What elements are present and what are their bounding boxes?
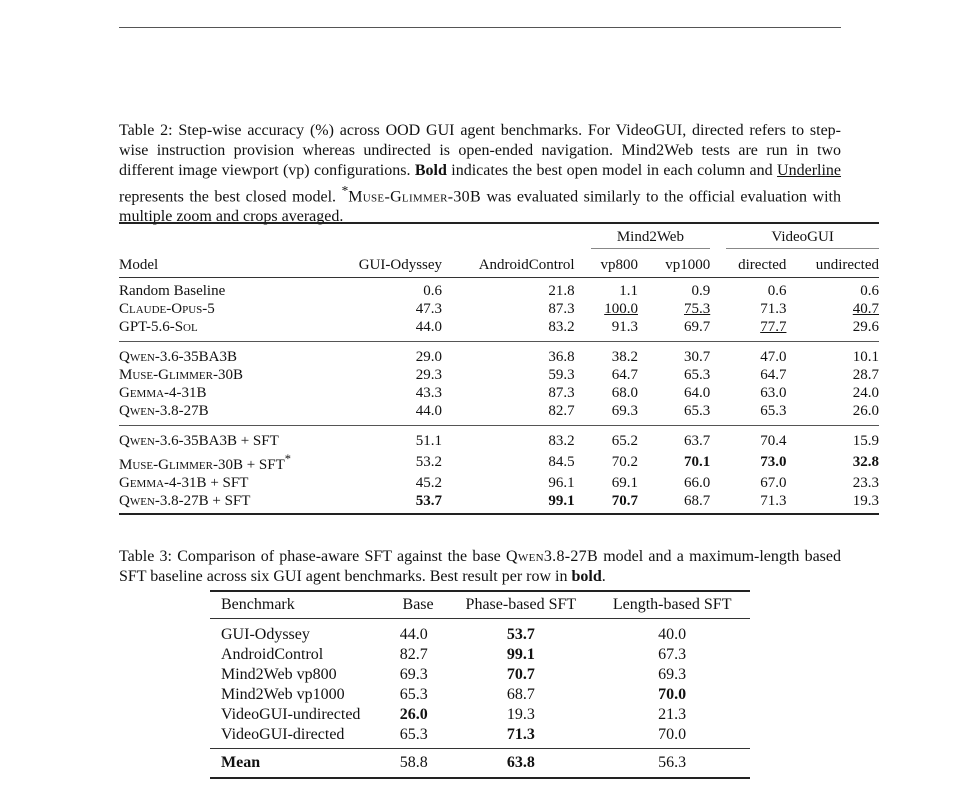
table-row (119, 300, 879, 318)
value-cell (389, 705, 448, 725)
value: 69.3 (611, 403, 638, 419)
value: 71.3 (760, 493, 787, 509)
table-row (210, 685, 750, 705)
value: 70.7 (506, 666, 535, 683)
caption-text: was evaluated similarly to the official evaluation with multiple zoom and crops averaged. (119, 188, 842, 226)
value-cell (450, 492, 583, 514)
model-suffix: + SFT (208, 493, 251, 509)
value: 68.0 (611, 385, 638, 401)
model-name-cell (119, 402, 332, 426)
value: 69.3 (399, 666, 428, 683)
table3 (210, 590, 750, 779)
group-header-mind2web: Mind2Web (591, 229, 711, 249)
value-cell (718, 278, 794, 301)
table-row (119, 318, 879, 342)
model-name: Gemma-4-31B (119, 385, 207, 401)
model-name-sc: ol (183, 319, 198, 335)
column-header: AndroidControl (450, 249, 583, 278)
value-cell (794, 300, 879, 318)
caption-model-name: Qwen3.8-27B (506, 548, 598, 565)
model-name-cell (119, 318, 332, 342)
model-star: * (284, 452, 292, 466)
value: 70.7 (611, 493, 638, 509)
value: 40.0 (658, 626, 687, 643)
column-header: Phase-based SFT (447, 591, 594, 619)
value-cell (594, 685, 750, 705)
column-header: directed (718, 249, 794, 278)
value: 67.0 (760, 475, 787, 491)
value-cell (718, 402, 794, 426)
value-cell (450, 300, 583, 318)
model-name: GPT-5.6-S (119, 319, 184, 335)
value: 66.0 (683, 475, 711, 491)
value-cell (389, 645, 448, 665)
value-cell (794, 492, 879, 514)
caption-bold-word: Bold (414, 162, 447, 179)
value-cell (447, 749, 594, 779)
value: 44.0 (399, 626, 428, 643)
value: 63.7 (683, 433, 711, 449)
column-header: vp1000 (646, 249, 718, 278)
column-header: Base (389, 591, 448, 619)
value-cell (450, 474, 583, 492)
value-cell (447, 685, 594, 705)
model-name-cell (119, 366, 332, 384)
value-cell (389, 749, 448, 779)
value: 65.3 (683, 403, 711, 419)
value-cell (583, 318, 646, 342)
value-cell (447, 705, 594, 725)
value: 0.6 (423, 283, 443, 299)
value-cell (332, 450, 450, 474)
value-cell (594, 749, 750, 779)
value: 99.1 (506, 646, 535, 663)
value-cell (389, 619, 448, 646)
caption-bold-word: bold (571, 568, 602, 585)
value-cell (583, 278, 646, 301)
value-cell (389, 685, 448, 705)
value: 70.1 (683, 454, 711, 470)
value: 0.9 (691, 283, 711, 299)
value: 23.3 (852, 475, 879, 491)
column-header: vp800 (583, 249, 646, 278)
table-row (119, 342, 879, 367)
table-row (210, 645, 750, 665)
value: 58.8 (399, 754, 428, 771)
value: 40.7 (852, 301, 879, 317)
value-cell (646, 492, 718, 514)
column-header: GUI-Odyssey (332, 249, 450, 278)
value-cell (794, 402, 879, 426)
caption-text: Comparison of phase-aware SFT against the base (172, 548, 507, 565)
value-cell (332, 278, 450, 301)
value: 83.2 (548, 433, 575, 449)
value: 96.1 (548, 475, 575, 491)
value: 0.6 (860, 283, 879, 299)
benchmark-cell: GUI-Odyssey (221, 626, 310, 643)
value-cell (583, 426, 646, 451)
caption-model-name: Muse-Glimmer-30B (348, 188, 481, 206)
value-cell (583, 384, 646, 402)
value: 32.8 (852, 454, 879, 470)
value: 43.3 (415, 385, 443, 401)
model-name-cell (119, 384, 332, 402)
value: 47.3 (415, 301, 443, 317)
table-row (210, 705, 750, 725)
value: 59.3 (548, 367, 575, 383)
value-cell (332, 300, 450, 318)
value-cell (583, 342, 646, 367)
value: 87.3 (548, 385, 575, 401)
value-cell (718, 450, 794, 474)
value: 19.3 (506, 706, 535, 723)
value: 64.0 (683, 385, 711, 401)
value: 47.0 (760, 349, 787, 365)
value-cell (389, 665, 448, 685)
model-name-cell (119, 426, 332, 451)
value: 69.7 (683, 319, 711, 335)
caption-text: model and a maximum-length based SFT baseline across six GUI agent benchmarks. Best result per row in (119, 548, 842, 585)
value-cell (583, 492, 646, 514)
group-header-videogui: VideoGUI (726, 229, 879, 249)
value: 70.0 (658, 686, 687, 703)
value: 51.1 (415, 433, 443, 449)
value-cell (594, 665, 750, 685)
value-cell (450, 426, 583, 451)
caption-text: . (601, 568, 606, 585)
table2 (119, 222, 879, 515)
value: 19.3 (852, 493, 879, 509)
table-row (210, 665, 750, 685)
model-name: Random Baseline (119, 283, 226, 299)
benchmark-cell: Mind2Web vp1000 (221, 686, 345, 703)
value: 64.7 (611, 367, 638, 383)
value: 82.7 (399, 646, 428, 663)
value-cell (646, 366, 718, 384)
model-name: Claude-Opus-5 (119, 301, 215, 317)
table-row (119, 450, 879, 474)
value-cell (332, 384, 450, 402)
table2-caption-label: Table 2: (119, 122, 173, 139)
value-cell (646, 426, 718, 451)
value: 75.3 (683, 301, 711, 317)
value: 70.0 (658, 726, 687, 743)
value: 21.8 (548, 283, 575, 299)
value: 99.1 (548, 493, 575, 509)
model-name-cell (119, 300, 332, 318)
value-cell (447, 645, 594, 665)
value-cell (594, 705, 750, 725)
value: 69.3 (658, 666, 687, 683)
value: 65.2 (611, 433, 638, 449)
value: 77.7 (760, 319, 787, 335)
value-cell (646, 318, 718, 342)
value: 67.3 (658, 646, 687, 663)
value-cell (332, 318, 450, 342)
value: 63.0 (760, 385, 787, 401)
value: 71.3 (760, 301, 787, 317)
value: 53.2 (415, 454, 443, 470)
model-suffix: + SFT (206, 475, 249, 491)
table-row (119, 474, 879, 492)
value: 64.7 (760, 367, 787, 383)
value-cell (332, 342, 450, 367)
table2-header-row (119, 249, 879, 278)
value: 73.0 (760, 454, 787, 470)
model-name-cell (119, 474, 332, 492)
value: 15.9 (852, 433, 879, 449)
value-cell (389, 725, 448, 749)
value: 68.7 (683, 493, 711, 509)
value: 29.0 (415, 349, 443, 365)
value-cell (332, 492, 450, 514)
value-cell (447, 725, 594, 749)
value-cell (447, 665, 594, 685)
column-header: undirected (794, 249, 879, 278)
value: 65.3 (399, 726, 428, 743)
value-cell (794, 318, 879, 342)
model-name-cell (119, 450, 332, 474)
value-cell (594, 725, 750, 749)
value: 68.7 (506, 686, 535, 703)
table2-caption (119, 121, 841, 227)
value: 87.3 (548, 301, 575, 317)
value: 70.4 (760, 433, 787, 449)
page-header-rule (119, 27, 841, 28)
value: 1.1 (619, 283, 638, 299)
value-cell (450, 384, 583, 402)
value-cell (450, 342, 583, 367)
value-cell (646, 474, 718, 492)
value: 44.0 (415, 403, 443, 419)
caption-text: indicates the best open model in each column and (446, 162, 778, 179)
value: 36.8 (548, 349, 575, 365)
value: 53.7 (506, 626, 535, 643)
value-cell (332, 474, 450, 492)
table2-group-header-row (119, 223, 879, 249)
value-cell (332, 402, 450, 426)
value-cell (794, 278, 879, 301)
value: 24.0 (852, 385, 879, 401)
model-name: Qwen-3.6-35BA3B (119, 433, 237, 449)
value-cell (583, 402, 646, 426)
column-header: Length-based SFT (594, 591, 750, 619)
value: 44.0 (415, 319, 443, 335)
value: 29.3 (415, 367, 443, 383)
value: 53.7 (415, 493, 443, 509)
value-cell (646, 450, 718, 474)
table-row (119, 384, 879, 402)
table-row (119, 492, 879, 514)
value-cell (583, 450, 646, 474)
value-cell (594, 645, 750, 665)
model-name-cell (119, 342, 332, 367)
caption-text: represents the best closed model. (119, 188, 342, 206)
value-cell (718, 318, 794, 342)
mean-label: Mean (210, 749, 389, 779)
caption-star: * (341, 183, 349, 198)
column-header: Benchmark (210, 591, 389, 619)
benchmark-cell: AndroidControl (221, 646, 324, 663)
table-row (119, 278, 879, 301)
table-row (119, 402, 879, 426)
value-cell (718, 492, 794, 514)
model-name: Muse-Glimmer-30B (119, 457, 243, 473)
column-header: Model (119, 249, 332, 278)
model-name: Qwen-3.6-35BA3B (119, 349, 237, 365)
value-cell (794, 450, 879, 474)
model-name: Muse-Glimmer-30B (119, 367, 243, 383)
value: 38.2 (611, 349, 638, 365)
value: 69.1 (611, 475, 638, 491)
model-suffix: + SFT (242, 457, 285, 473)
value-cell (450, 318, 583, 342)
value-cell (450, 450, 583, 474)
value-cell (794, 474, 879, 492)
value: 45.2 (415, 475, 443, 491)
value: 30.7 (683, 349, 711, 365)
value-cell (450, 366, 583, 384)
value: 91.3 (611, 319, 638, 335)
caption-text: Step-wise accuracy (%) across OOD GUI agent benchmarks. For VideoGUI, directed refers to step-wise instruction provision whereas undirected is open-ended navigation. Mind2Web tests are run in two different image viewport (vp) configurations. (119, 122, 842, 179)
value-cell (646, 342, 718, 367)
value-cell (332, 366, 450, 384)
value-cell (646, 402, 718, 426)
benchmark-cell: VideoGUI-directed (221, 726, 345, 743)
model-name-cell (119, 278, 332, 301)
value: 82.7 (548, 403, 575, 419)
benchmark-cell: VideoGUI-undirected (221, 706, 361, 723)
value-cell (447, 619, 594, 646)
value-cell (794, 366, 879, 384)
value: 84.5 (548, 454, 575, 470)
caption-underline-word: Underline (777, 162, 842, 179)
table3-caption (119, 547, 841, 587)
value-cell (794, 342, 879, 367)
value: 10.1 (852, 349, 879, 365)
value-cell (450, 402, 583, 426)
value: 0.6 (767, 283, 787, 299)
value: 71.3 (506, 726, 535, 743)
model-name: Gemma-4-31B (119, 475, 207, 491)
value: 26.0 (399, 706, 428, 723)
value-cell (718, 366, 794, 384)
value: 26.0 (852, 403, 879, 419)
table-row-mean (210, 749, 750, 779)
value: 63.8 (506, 754, 535, 771)
value: 65.3 (683, 367, 711, 383)
value: 56.3 (658, 754, 687, 771)
value-cell (646, 384, 718, 402)
model-name: Qwen-3.8-27B (119, 493, 209, 509)
benchmark-cell: Mind2Web vp800 (221, 666, 337, 683)
value-cell (583, 366, 646, 384)
table-row (119, 426, 879, 451)
value-cell (718, 384, 794, 402)
value: 21.3 (658, 706, 687, 723)
table3-caption-label: Table 3: (119, 548, 172, 565)
model-name-cell (119, 492, 332, 514)
value-cell (594, 619, 750, 646)
value: 65.3 (399, 686, 428, 703)
value-cell (794, 426, 879, 451)
value-cell (794, 384, 879, 402)
value: 70.2 (611, 454, 638, 470)
value-cell (583, 474, 646, 492)
value-cell (450, 278, 583, 301)
value: 29.6 (852, 319, 879, 335)
value: 100.0 (604, 301, 638, 317)
value: 83.2 (548, 319, 575, 335)
value-cell (583, 300, 646, 318)
value-cell (332, 426, 450, 451)
table3-header-row (210, 591, 750, 619)
value-cell (646, 278, 718, 301)
value: 28.7 (852, 367, 879, 383)
table-row (119, 366, 879, 384)
value-cell (718, 426, 794, 451)
model-suffix: + SFT (236, 433, 279, 449)
table-row (210, 725, 750, 749)
value-cell (718, 342, 794, 367)
value-cell (718, 474, 794, 492)
model-name: Qwen-3.8-27B (119, 403, 209, 419)
value-cell (646, 300, 718, 318)
table-row (210, 619, 750, 646)
value-cell (718, 300, 794, 318)
value: 65.3 (760, 403, 787, 419)
